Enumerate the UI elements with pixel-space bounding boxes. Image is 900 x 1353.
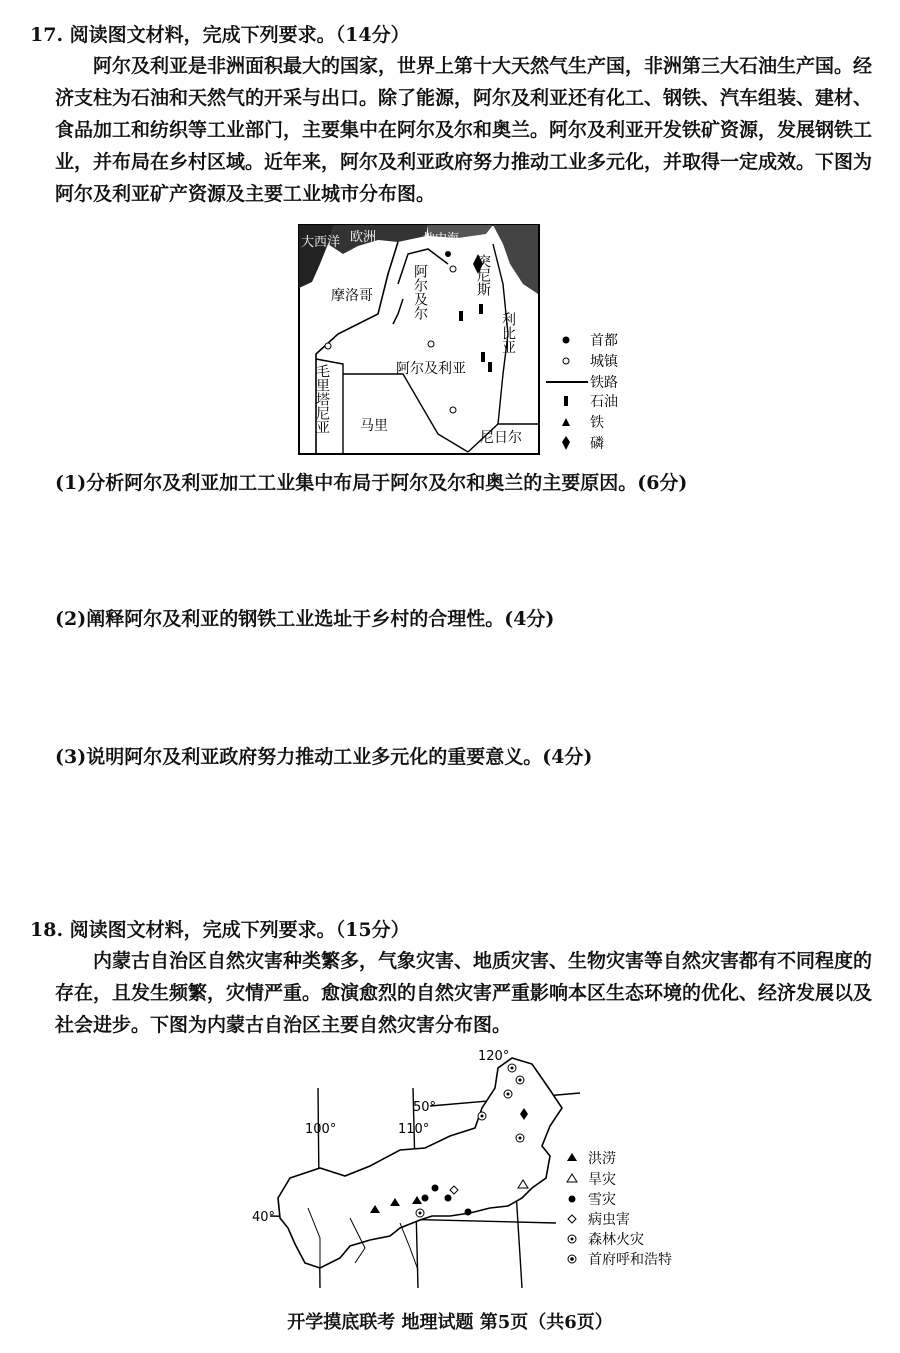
q17-paragraph — [55, 50, 880, 210]
map-label-morocco: 摩洛哥 — [331, 288, 373, 304]
legend-capital-hohhot: 首府呼和浩特 — [588, 1252, 672, 1268]
legend-flood: 洪涝 — [588, 1151, 616, 1167]
label-lat40: 40° — [252, 1210, 276, 1225]
map-label-algeria: 阿尔及利亚 — [396, 361, 466, 377]
q17-sub3: (3)说明阿尔及利亚政府努力推动工业多元化的重要意义。(4分) — [55, 746, 593, 768]
legend-capital: 首都 — [590, 333, 618, 349]
legend-iron: 铁 — [590, 415, 604, 431]
inner-mongolia-map — [250, 1048, 700, 1288]
q17-sub1: (1)分析阿尔及利亚加工工业集中布局于阿尔及尔和奥兰的主要原因。(6分) — [55, 472, 688, 494]
algeria-map-legend — [546, 333, 619, 452]
legend-phosphate: 磷 — [590, 436, 604, 452]
inner-mongolia-legend — [567, 1150, 672, 1268]
label-lat50: 50° — [413, 1100, 437, 1115]
q17-paragraph-text: 阿尔及利亚是非洲面积最大的国家，世界上第十大天然气生产国，非洲第三大石油生产国。经济支柱为石油和天然气的开采与出口。除了能源，阿尔及利亚还有化工、钢铁、汽车组装、建材、食品加工和纺织等工业部门，主要集中在阿尔及尔和奥兰。阿尔及利亚开发铁矿资源，发展钢铁工业，并布局在乡村区域。近年来，阿尔及利亚政府努力推动工业多元化，并取得一定成效。下图为阿尔及利亚矿产资源及主要工业城市分布图。 — [55, 55, 873, 205]
map-label-mediterranean: 地中海 — [423, 231, 460, 245]
q17-sub2: (2)阐释阿尔及利亚的钢铁工业选址于乡村的合理性。(4分) — [55, 608, 555, 630]
map-label-tunisia: 突尼斯 — [475, 254, 491, 296]
legend-oil: 石油 — [590, 394, 618, 410]
label-lon120: 120° — [478, 1049, 510, 1064]
map-label-niger: 尼日尔 — [480, 430, 522, 446]
legend-railway: 铁路 — [590, 375, 618, 391]
q18-paragraph-text: 内蒙古自治区自然灾害种类繁多，气象灾害、地质灾害、生物灾害等自然灾害都有不同程度的存在，且发生频繁，灾情严重。愈演愈烈的自然灾害严重影响本区生态环境的优化、经济发展以及社会进步。下图为内蒙古自治区主要自然灾害分布图。 — [55, 950, 873, 1036]
legend-drought: 旱灾 — [588, 1172, 616, 1188]
map-label-mauritania: 毛里塔尼亚 — [314, 364, 330, 434]
algeria-map — [298, 224, 638, 456]
map-label-mali: 马里 — [360, 418, 388, 434]
map-label-algiers: 阿尔及尔 — [412, 264, 428, 320]
page-footer: 开学摸底联考 地理试题 第5页（共6页） — [287, 1312, 613, 1333]
q18-heading: 18. 阅读图文材料，完成下列要求。（15分） — [30, 919, 410, 941]
label-lon110: 110° — [398, 1122, 430, 1137]
legend-pest: 病虫害 — [588, 1212, 630, 1228]
q18-paragraph — [55, 945, 880, 1041]
legend-forest-fire: 森林火灾 — [588, 1232, 644, 1248]
map-label-libya: 利比亚 — [500, 312, 516, 354]
legend-snow: 雪灾 — [588, 1192, 616, 1208]
legend-town: 城镇 — [590, 354, 618, 370]
q17-heading: 17. 阅读图文材料，完成下列要求。（14分） — [30, 24, 410, 46]
map-label-atlantic: 大西洋 — [301, 235, 341, 250]
label-lon100: 100° — [305, 1122, 337, 1137]
map-label-europe: 欧洲 — [350, 230, 377, 245]
